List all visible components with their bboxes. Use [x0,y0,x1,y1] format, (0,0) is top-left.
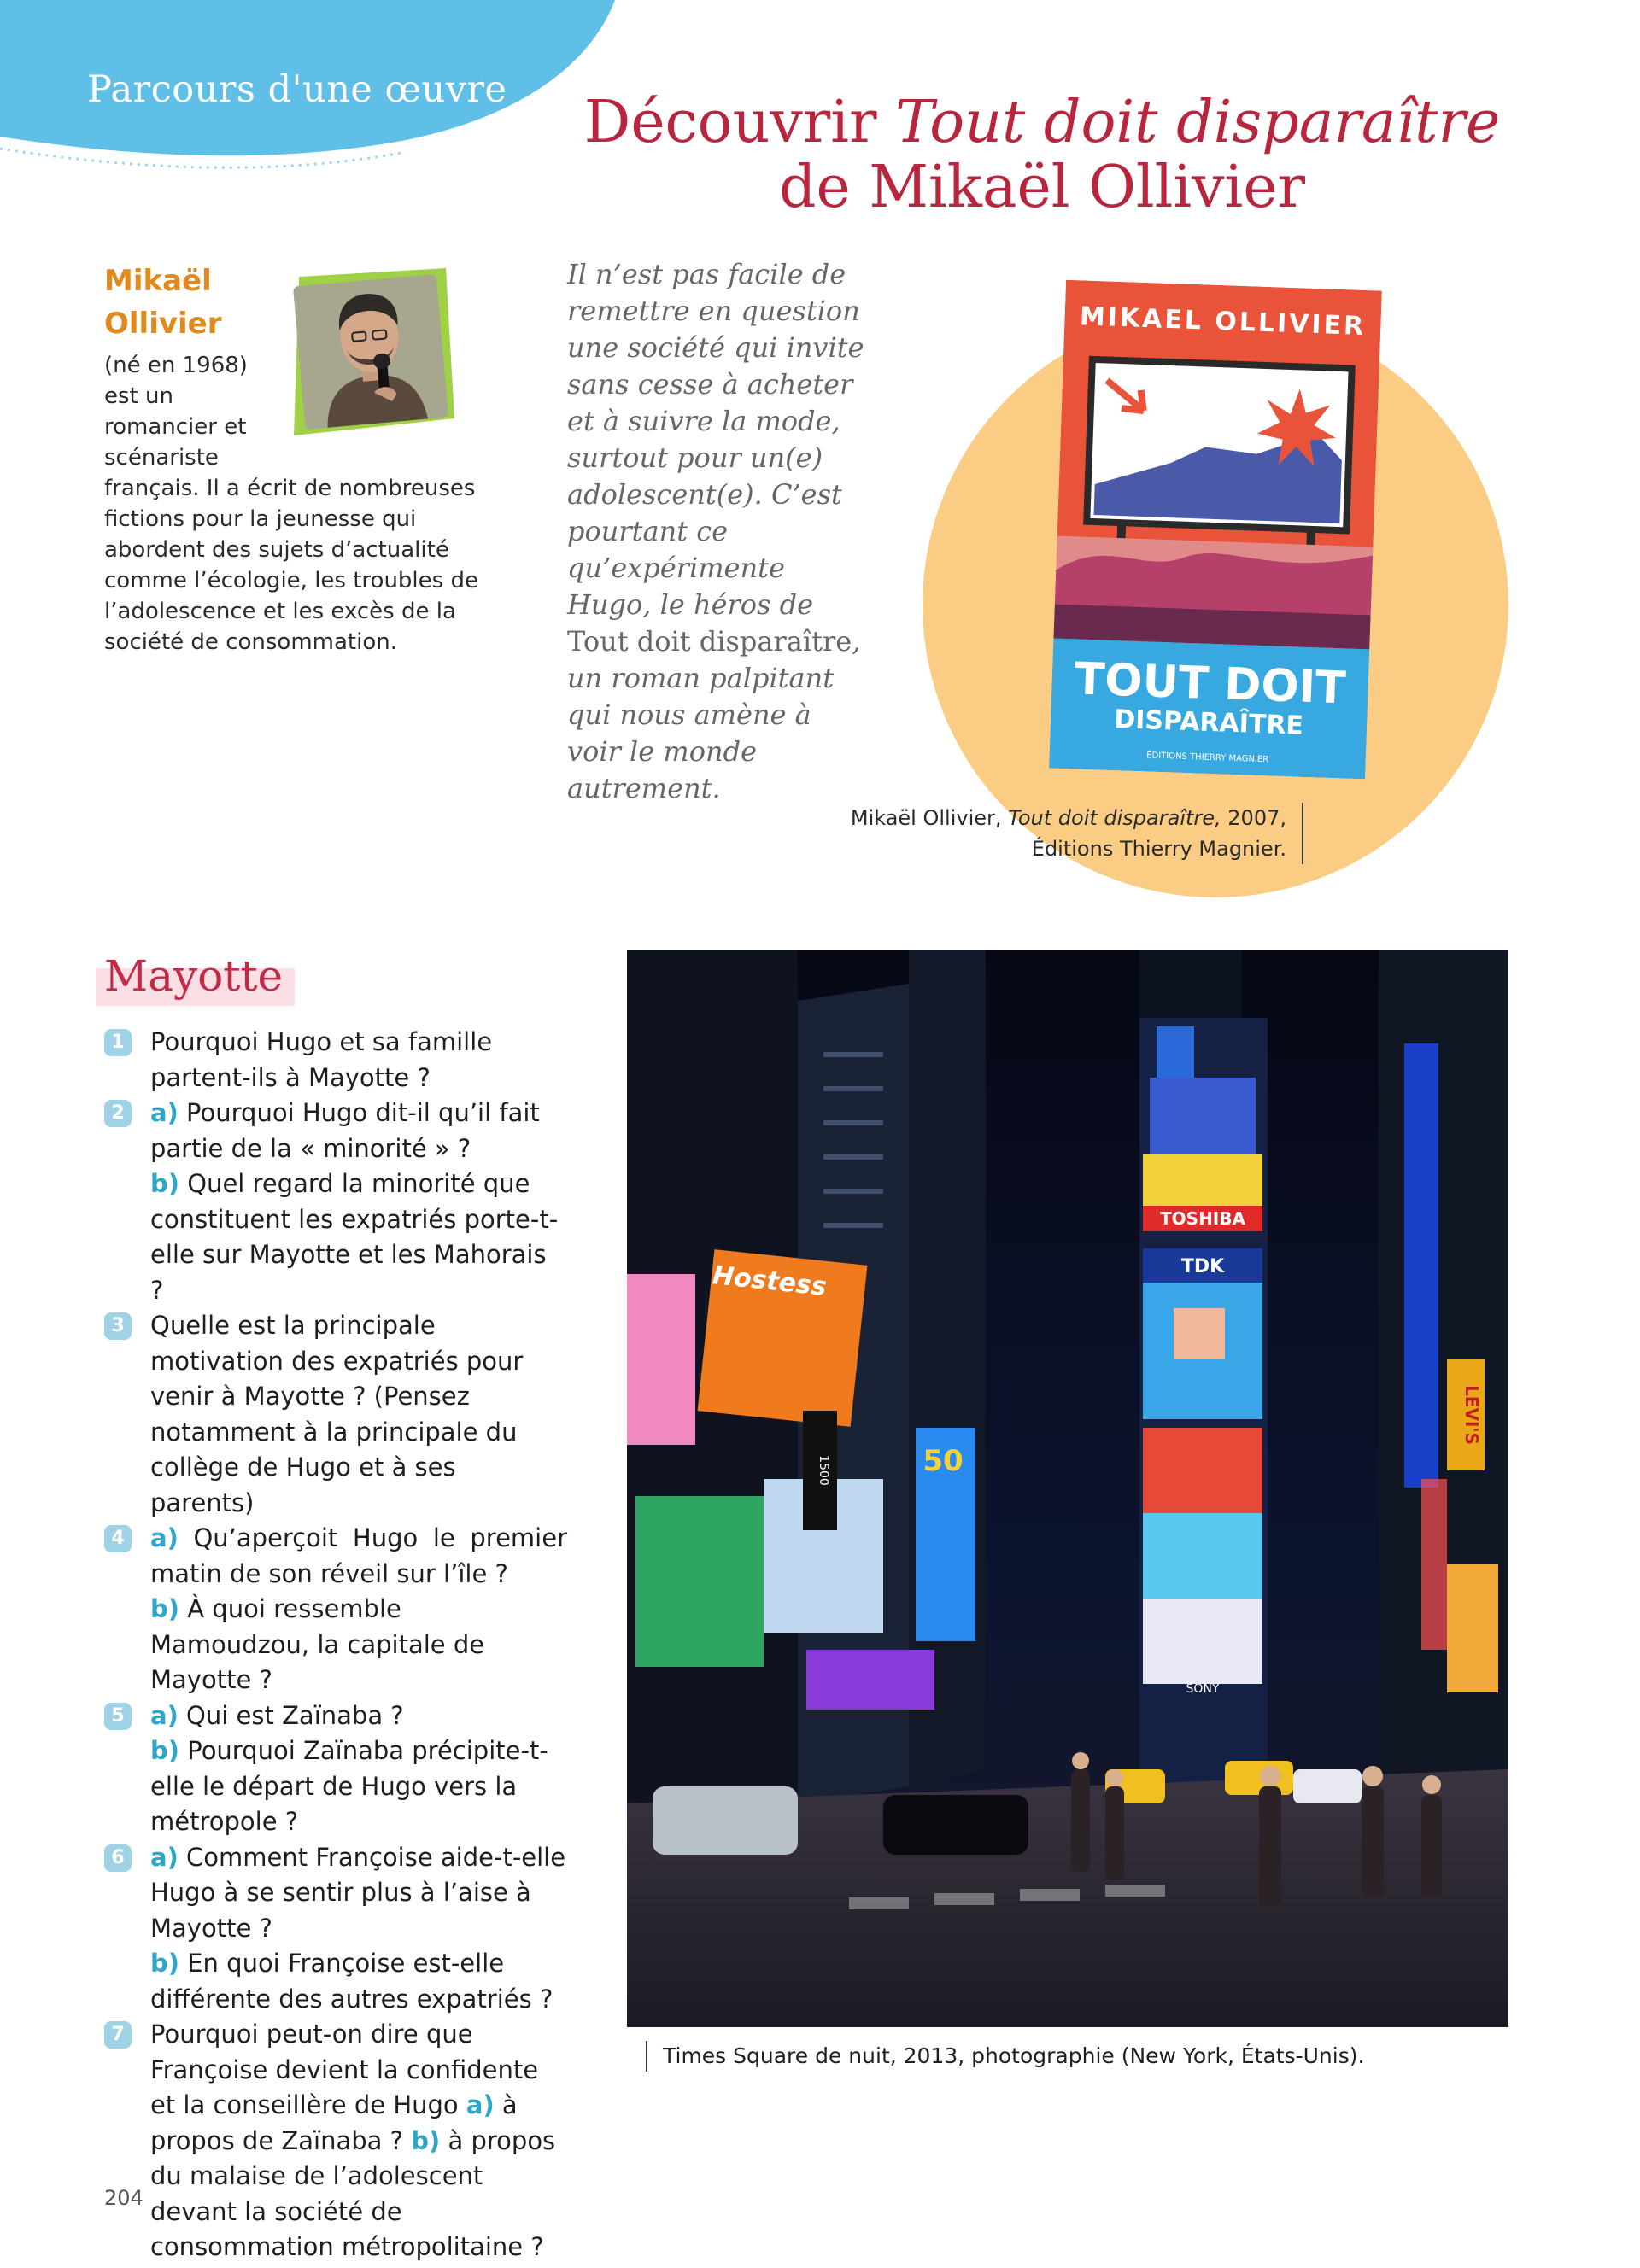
sub-letter: a) [466,2090,495,2119]
section-title: Mayotte [96,948,295,1006]
sub-letter: b) [150,1949,180,1978]
title-prefix: Découvrir [583,89,896,156]
question-7 [104,2017,567,2265]
cover-caption [791,803,1303,864]
question-text: Pourquoi Hugo et sa famille partent-ils à Mayotte ? [150,1027,493,1092]
times-square-photo [627,950,1508,2027]
question-number: 3 [104,1312,132,1340]
author-bio-start: (né en 1968) est un romancier et scénariste [104,353,248,471]
question-6 [104,1840,567,2018]
billboard-1500: 1500 [817,1455,830,1486]
question-number: 4 [104,1525,132,1552]
cover-caption-year: 2007, [1221,806,1286,830]
sub-letter: b) [150,1594,180,1623]
billboard-levis: LEVI'S [1461,1385,1482,1445]
page-title [512,91,1572,220]
book-cover [1049,280,1382,780]
sub-letter: b) [150,1169,180,1198]
question-text: Pourquoi peut-on dire que Françoise devient la confidente et la conseillère de Hugo [150,2020,539,2119]
question-number: 1 [104,1029,132,1056]
billboard-toshiba: TOSHIBA [1160,1208,1245,1229]
question-text: à propos du malaise de l’adolescent devant la société de consommation métropolitaine ? [150,2125,556,2261]
cover-publisher: ÉDITIONS THIERRY MAGNIER [1145,751,1269,765]
cover-caption-book: Tout doit disparaître, [1008,806,1221,830]
question-4 [104,1521,567,1698]
billboard-50: 50 [922,1444,964,1478]
intro-part2: , un roman palpitant qui nous amène à voir le monde autrement. [567,625,861,804]
cover-title-line1: TOUT DOIT [1073,653,1347,715]
question-text: Qui est Zaïnaba ? [178,1700,404,1730]
question-text: Quelle est la principale motivation des expatriés pour venir à Mayotte ? (Pensez notamment à la principale du collège de Hugo et à ses parents) [150,1311,524,1517]
question-text: Quel regard la minorité que constituent les expatriés porte-t-elle sur Mayotte et les Mahorais ? [150,1169,559,1305]
sub-letter: a) [150,1842,179,1872]
billboard-sony: SONY [1186,1682,1220,1696]
question-1 [104,1025,567,1096]
section-label: Parcours d'une œuvre [87,68,507,111]
photo-caption: Times Square de nuit, 2013, photographie (New York, États-Unis). [646,2041,1364,2072]
question-text: Qu’aperçoit Hugo le premier matin de son réveil sur l’île ? [150,1523,567,1588]
question-number: 5 [104,1703,132,1730]
title-book: Tout doit disparaître [895,89,1501,156]
sub-letter: b) [150,1736,180,1765]
author-photo [287,268,454,435]
question-text: Pourquoi Zaïnaba précipite-t-elle le départ de Hugo vers la métropole ? [150,1736,548,1836]
cover-title-line2: DISPARAÎTRE [1113,704,1304,741]
question-list [104,1025,567,2265]
question-text: à propos de Zaïnaba ? [150,2090,518,2155]
sub-letter: a) [150,1098,179,1127]
question-2 [104,1096,567,1308]
intro-part1: Il n’est pas facile de remettre en question une société qui invite sans cesse à acheter et à suivre la mode, surtout pour un(e) adolescent(e). C’est pourtant ce qu’expérimente Hugo, le héros de [567,258,864,621]
question-text: Comment Françoise aide-t-elle Hugo à se sentir plus à l’aise à Mayotte ? [150,1842,566,1943]
author-name: Mikaël Ollivier [104,264,222,341]
question-text: En quoi Françoise est-elle différente des autres expatriés ? [150,1949,554,2014]
cover-caption-prefix: Mikaël Ollivier, [850,806,1009,830]
sub-letter: a) [150,1700,179,1730]
cover-caption-publisher: Éditions Thierry Magnier. [1031,837,1286,861]
intro-text [567,256,866,807]
intro-book-title: Tout doit disparaître [567,625,852,658]
title-suffix: de Mikaël Ollivier [778,154,1306,221]
page-number: 204 [104,2186,144,2210]
sub-letter: a) [150,1523,179,1552]
billboard-hostess: Hostess [711,1260,829,1302]
question-5 [104,1698,567,1840]
question-text: Pourquoi Hugo dit-il qu’il fait partie de la « minorité » ? [150,1098,540,1163]
billboard-tdk: TDK [1180,1256,1225,1277]
sub-letter: b) [411,2125,441,2155]
question-number: 6 [104,1844,132,1872]
question-number: 7 [104,2021,132,2049]
question-3 [104,1308,567,1521]
cover-author: MIKAEL OLLIVIER [1079,301,1367,342]
question-text: À quoi ressemble Mamoudzou, la capitale de Mayotte ? [150,1594,485,1694]
question-number: 2 [104,1100,132,1127]
author-bio-continued: français. Il a écrit de nombreuses fictions pour la jeunesse qui abordent des sujets d’actualité comme l’écologie, les troubles de l’adolescence et les excès de la société de consommation. [104,476,478,655]
